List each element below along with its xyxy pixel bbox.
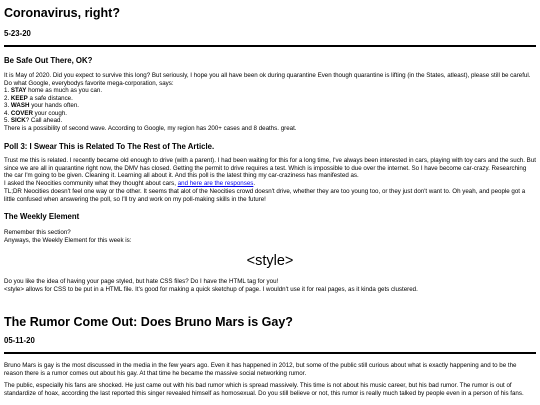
section-paragraph: Trust me this is related. I recently became old enough to drive (with a parent). I had been waiting for this for a long time, I've always been interested in cars, playing with toy cars and the such. But since we are all in quarantine right now, the DMV has closed. Getting the permit to drive requires a test. Which is impossible to due over the internet. So I have become car-crazy. Researching the car I'm going to be given. Cleaning it. Learning all about it. And this poll is the latest thing my car-craziness has manifested as. — [4, 157, 536, 180]
element-name: <style> — [246, 253, 294, 269]
section-paragraph: Do you like the idea of having your page styled, but hate CSS files? Do I have the HTML tag for you! — [4, 278, 279, 285]
section-heading: Poll 3: I Swear This is Related To The Rest of The Article. — [4, 142, 215, 151]
section-paragraph: I asked the Neocities community what they thought about cars, and here are the responses. — [4, 180, 256, 187]
list-item: 2. KEEP a safe distance. — [4, 94, 73, 102]
list-item: 4. COVER your cough. — [4, 109, 67, 117]
post-date: 05-11-20 — [4, 336, 35, 345]
section-paragraph: It is May of 2020. Did you expect to survive this long? But seriously, I hope you all have been ok during quarantine Even though quarantine is lifting (in the States, atleast), please still be careful. Do what Google, everybodys favorite mega-corporation, says: — [4, 72, 531, 87]
post-title: Coronavirus, right? — [4, 6, 120, 20]
section-paragraph: TL;DR Neocities doesn't feel one way or the other. It seems that alot of the Neocities crowd doesn't drive, whether they are too young too, or they just don't want to. Oh yeah, and people got a little confused when answering the poll, so I'll try and work on my poll-making skills in the future! — [4, 188, 526, 203]
post-title: The Rumor Come Out: Does Bruno Mars is Gay? — [4, 315, 293, 329]
poll-responses-link[interactable]: and here are the responses — [177, 180, 254, 187]
list-item: 5. SICK? Call ahead. — [4, 117, 63, 125]
section-paragraph: Remember this section? — [4, 229, 71, 236]
section-paragraph: <style> allows for CSS to be put in a HTML file. It's good for making a quick sketchup of page. I wouldn't use it for real pages, as it kinda gets clustered. — [4, 286, 418, 293]
list-item: 3. WASH your hands often. — [4, 102, 80, 110]
section-paragraph: Bruno Mars is gay is the most discussed in the media in the few years ago. Even it has happened in 2012, but some of the public still curious about what is exactly happening and to be the reason there is a rumor comes out about his gay. At that time he became the massive social networking rumor. — [4, 362, 517, 377]
post-date: 5-23-20 — [4, 29, 31, 38]
divider — [4, 352, 536, 354]
section-heading: The Weekly Element — [4, 212, 80, 221]
section-paragraph: There is a possibility of second wave. According to Google, my region has 200+ cases and 8 deaths. great. — [4, 124, 297, 132]
section-paragraph: Anyways, the Weekly Element for this week is: — [4, 237, 132, 244]
divider — [4, 45, 536, 47]
list-item: 1. STAY home as much as you can. — [4, 87, 103, 94]
section-heading: Be Safe Out There, OK? — [4, 56, 93, 65]
section-paragraph: The public, especially his fans are shocked. He just came out with his bad rumor which is spread massively. This time is not about his music career, but his bad rumor. The rumor is out of standardize of hoax, according the last reported this singer revealed himself as homosexual. Do you still believe or not, this rumor is really much talked by people even in a person of his fans. — [4, 382, 524, 397]
safety-list — [4, 87, 536, 133]
